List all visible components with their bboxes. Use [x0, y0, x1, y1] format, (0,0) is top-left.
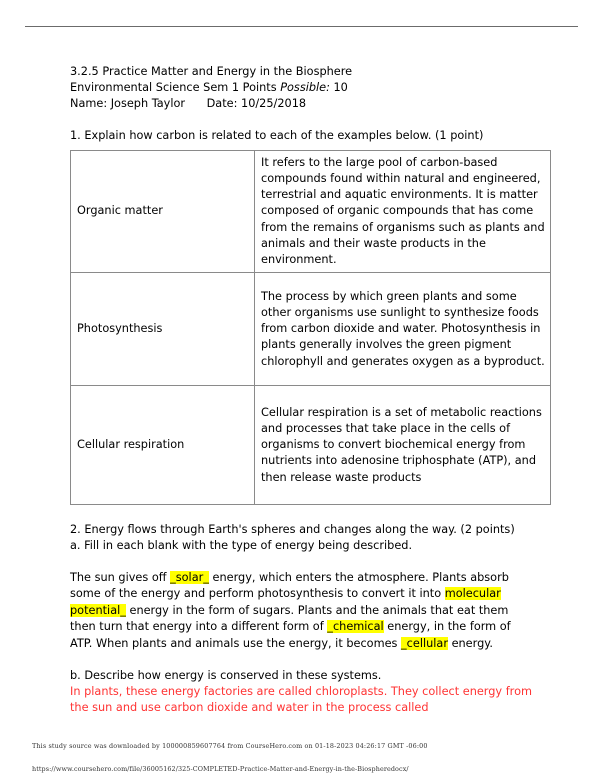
table-row [71, 150, 551, 272]
table-cell-definition: Cellular respiration is a set of metabolic reactions and processes that take place in the cells of organisms to convert biochemical energy from nutrients into adenosine triphosphate (ATP), and then release waste products [255, 386, 551, 505]
fill-segment-4: energy, in the form of ATP. When plants and animals use the energy, it becomes [70, 620, 511, 651]
header-divider-rule [25, 26, 578, 27]
question-2-prompt: 2. Energy flows through Earth's spheres and changes along the way. (2 points) [70, 523, 515, 537]
question-2a-prompt: a. Fill in each blank with the type of energy being described. [70, 539, 413, 553]
course-line-prefix: Environmental Science Sem 1 Points [70, 81, 281, 95]
coursehero-download-note: This study source was downloaded by 100000859607764 from CourseHero.com on 01-18-2023 04:26:17 GMT -06:00 [32, 742, 428, 750]
fill-segment-3: energy in the form of sugars. Plants and the animals that eat them then turn that energy into a different form of [70, 603, 509, 634]
carbon-examples-table [70, 150, 551, 505]
fill-blank-answer-1: _solar_ [170, 570, 209, 584]
fill-blank-answer-3: _chemical [327, 620, 384, 634]
table-row [71, 273, 551, 386]
question-2b-prompt: b. Describe how energy is conserved in these systems. [70, 668, 382, 682]
fill-in-the-blank-paragraph [70, 570, 534, 653]
course-line-points: 10 [329, 81, 348, 95]
document-content [70, 64, 545, 717]
fill-segment-1: The sun gives off [70, 570, 171, 584]
question-1-prompt: 1. Explain how carbon is related to each of the examples below. (1 point) [70, 128, 484, 142]
table-cell-term: Organic matter [71, 150, 255, 272]
question-2b-answer: In plants, these energy factories are called chloroplasts. They collect energy from the sun and use carbon dioxide and water in the process called [70, 684, 532, 715]
fill-blank-answer-4: _cellular [401, 637, 448, 651]
table-cell-definition: The process by which green plants and some other organisms use sunlight to synthesize foods from carbon dioxide and water. Photosynthesis in plants generally involves the green pigment chlorophyll and generates oxygen as a byproduct. [255, 273, 551, 386]
assignment-header [70, 64, 532, 113]
student-name-date-line: Name: Joseph Taylor Date: 10/25/2018 [70, 97, 307, 111]
fill-segment-5: energy. [447, 637, 493, 651]
table-cell-term: Cellular respiration [71, 386, 255, 505]
table-cell-term: Photosynthesis [71, 273, 255, 386]
fill-blank-answer-2: molecular potential_ [70, 587, 501, 617]
assignment-title: 3.2.5 Practice Matter and Energy in the Biosphere [70, 65, 353, 78]
table-row [71, 386, 551, 505]
table-cell-definition: It refers to the large pool of carbon-based compounds found within natural and engineered, terrestrial and aquatic environments. It is matter composed of organic compounds that has come from the remains of organisms such as plants and animals and their waste products in the environment. [255, 150, 551, 272]
fill-segment-2: energy, which enters the atmosphere. Plants absorb some of the energy and perform photosynthesis to convert it into [70, 570, 509, 601]
course-line-possible-label: Possible: [280, 81, 330, 95]
coursehero-source-url: https://www.coursehero.com/file/36005162/325-COMPLETED-Practice-Matter-and-Energy-in-the-Biospheredocx/ [32, 765, 409, 773]
